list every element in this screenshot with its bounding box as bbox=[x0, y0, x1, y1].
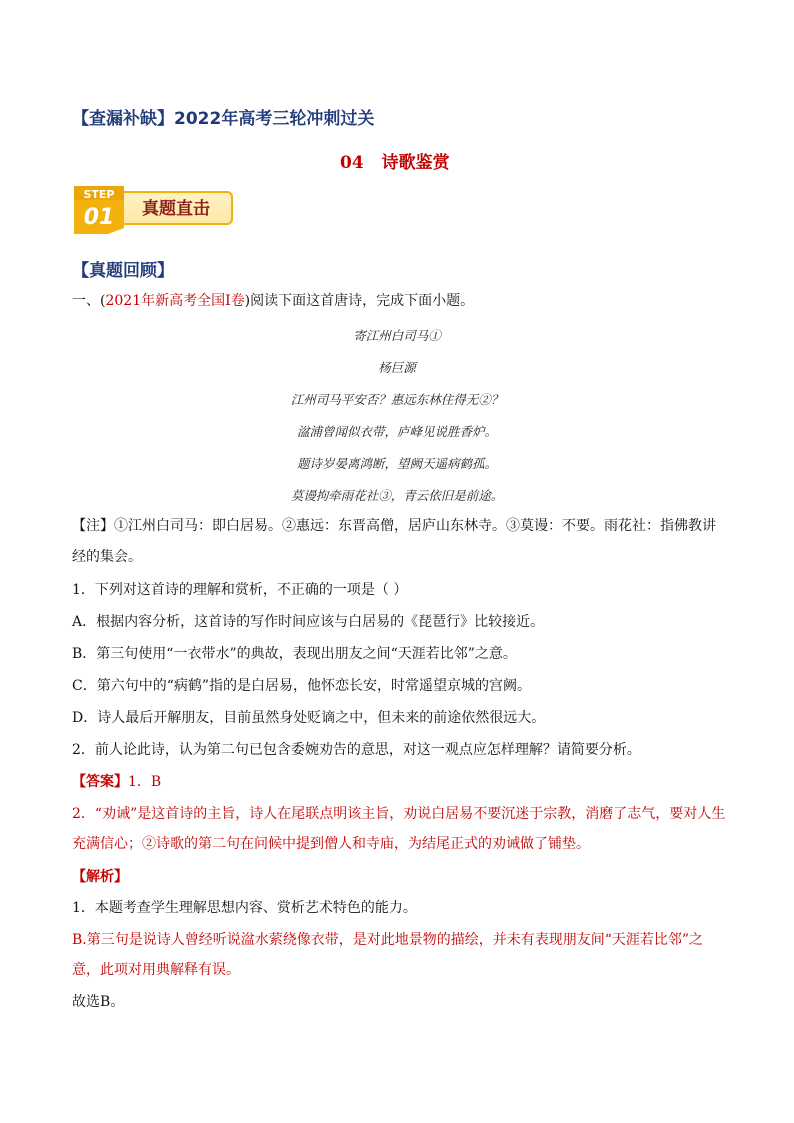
intro-suffix: )阅读下面这首唐诗，完成下面小题。 bbox=[244, 293, 475, 309]
notes-line-1 bbox=[72, 516, 722, 536]
step-word: STEP bbox=[83, 188, 115, 201]
intro-prefix: 一、( bbox=[72, 293, 106, 309]
notes-line-2: 经的集会。 bbox=[72, 549, 142, 565]
notes-label: 【注】 bbox=[72, 518, 114, 534]
poem-line: 题诗岁晏离鸿断，望阙天遥病鹤孤。 bbox=[296, 456, 497, 471]
document-title: 【查漏补缺】2022年高考三轮冲刺过关 bbox=[72, 109, 375, 129]
subtitle-text: 诗歌鉴赏 bbox=[381, 153, 450, 173]
step-badge bbox=[70, 184, 236, 236]
poem-title: 寄江州白司马① bbox=[353, 328, 441, 343]
question-2: 2．前人论此诗，认为第二句已包含委婉劝告的意思，对这一观点应怎样理解？请简要分析。 bbox=[72, 742, 641, 758]
notes-text: ①江州白司马：即白居易。②惠远：东晋高僧，居庐山东林寺。③莫谩：不要。雨花社：指佛教讲 bbox=[114, 518, 716, 534]
intro-source: 2021年新高考全国I卷 bbox=[105, 293, 245, 309]
answer-2-line-2: 充满信心；②诗歌的第二句在问候中提到僧人和寺庙，为结尾正式的劝诫做了铺垫。 bbox=[72, 836, 590, 852]
section-heading: 【真题回顾】 bbox=[72, 261, 174, 281]
analysis-line-1: 1．本题考查学生理解思想内容、赏析艺术特色的能力。 bbox=[72, 900, 417, 916]
analysis-line-2: B.第三句是说诗人曾经听说湓水萦绕像衣带，是对此地景物的描绘，并未有表现朋友间“天涯若比邻”之 bbox=[72, 932, 704, 948]
question-1: 1．下列对这首诗的理解和赏析，不正确的一项是（ ） bbox=[72, 582, 408, 598]
step-badge-graphic bbox=[70, 184, 236, 236]
option-a: A．根据内容分析，这首诗的写作时间应该与白居易的《琵琶行》比较接近。 bbox=[72, 614, 545, 630]
option-c: C．第六句中的“病鹤”指的是白居易，他怀恋长安，时常遥望京城的宫阙。 bbox=[72, 678, 532, 694]
badge-label: 真题直击 bbox=[142, 199, 210, 219]
analysis-label: 【解析】 bbox=[72, 869, 128, 885]
analysis-line-4: 故选B。 bbox=[72, 994, 125, 1010]
question-intro bbox=[72, 291, 722, 311]
poem-line: 湓浦曾闻似衣带，庐峰见说胜香炉。 bbox=[296, 424, 497, 439]
poem-line: 江州司马平安否？惠远东林住得无②？ bbox=[290, 392, 504, 407]
answer-2-line-1: 2．“劝诫”是这首诗的主旨，诗人在尾联点明该主旨，劝说白居易不要沉迷于宗教，消磨了志气，要对人生 bbox=[72, 806, 726, 822]
answer-1: 1．B bbox=[128, 774, 162, 790]
option-d: D．诗人最后开解朋友，目前虽然身处贬谪之中，但未来的前途依然很远大。 bbox=[72, 710, 546, 726]
option-b: B．第三句使用“一衣带水”的典故，表现出朋友之间“天涯若比邻”之意。 bbox=[72, 646, 517, 662]
answer-line-1 bbox=[72, 772, 722, 792]
step-number: 01 bbox=[83, 205, 115, 230]
poem-author: 杨巨源 bbox=[378, 360, 416, 375]
answer-label: 【答案】 bbox=[72, 774, 128, 790]
analysis-line-3: 意，此项对用典解释有误。 bbox=[72, 962, 240, 978]
document-subtitle bbox=[340, 148, 450, 173]
poem-line: 莫谩拘牵雨花社③，青云依旧是前途。 bbox=[290, 488, 504, 503]
subtitle-number: 04 bbox=[340, 153, 364, 173]
